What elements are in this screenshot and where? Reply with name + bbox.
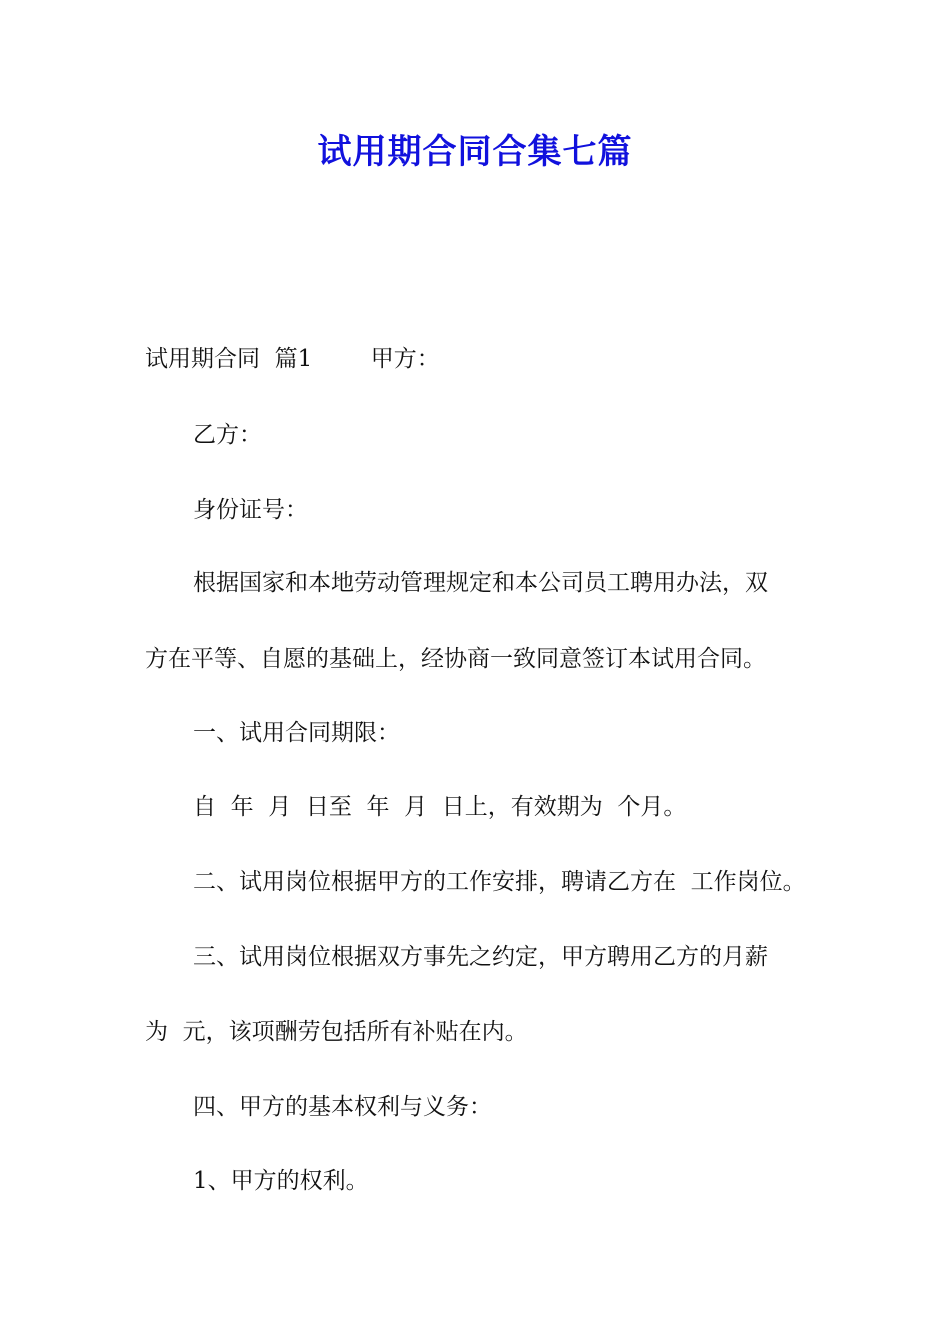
preamble-line-1: 根据国家和本地劳动管理规定和本公司员工聘用办法，双: [193, 570, 768, 596]
contract-heading-line: 试用期合同 篇1 甲方：: [145, 346, 440, 372]
clause-3-line-1: 三、试用岗位根据双方事先之约定，甲方聘用乙方的月薪: [193, 944, 768, 970]
clause-4-heading: 四、甲方的基本权利与义务：: [193, 1094, 492, 1120]
preamble-line-2: 方在平等、自愿的基础上，经协商一致同意签订本试用合同。: [145, 646, 766, 672]
clause-1-term: 自 年 月 日至 年 月 日上，有效期为 个月。: [193, 794, 687, 820]
party-b-line: 乙方：: [193, 422, 262, 448]
clause-2: 二、试用岗位根据甲方的工作安排，聘请乙方在 工作岗位。: [193, 869, 806, 895]
id-number-line: 身份证号：: [193, 497, 308, 523]
clause-3-line-2: 为 元，该项酬劳包括所有补贴在内。: [145, 1019, 528, 1045]
clause-1-heading: 一、试用合同期限：: [193, 720, 400, 746]
clause-4-item-1: 1、甲方的权利。: [193, 1168, 369, 1194]
document-title: 试用期合同合集七篇: [317, 132, 633, 172]
